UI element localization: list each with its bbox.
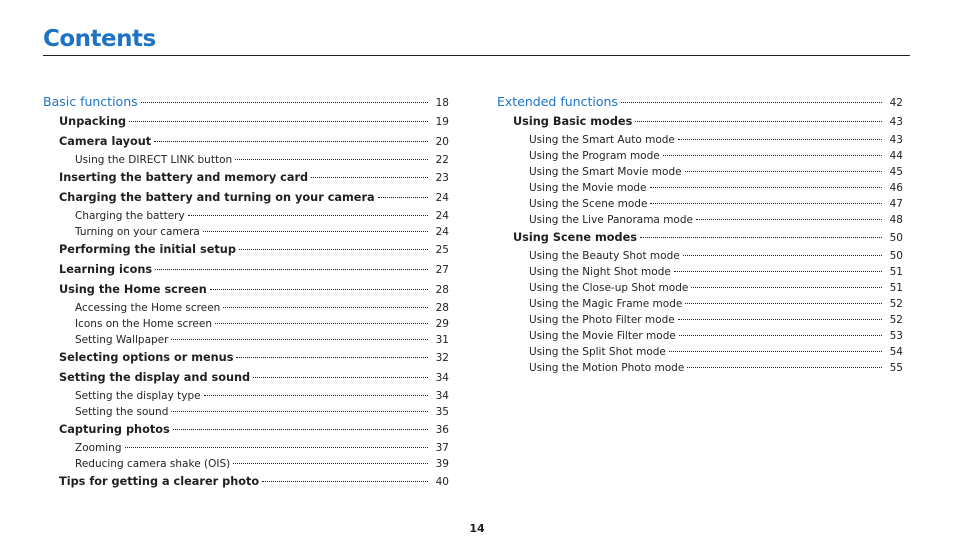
toc-leader-dots (311, 177, 428, 178)
page-number: 14 (469, 522, 485, 535)
toc-entry-page: 28 (435, 302, 449, 314)
toc-entry-sub[interactable] (43, 224, 449, 240)
toc-entry-page: 24 (435, 226, 449, 238)
toc-entry-page: 24 (435, 210, 449, 222)
toc-entry-sub[interactable] (43, 456, 449, 472)
toc-entry-label: Using the Movie mode (529, 182, 647, 194)
toc-entry-page: 35 (435, 406, 449, 418)
toc-entry-heading[interactable] (43, 260, 449, 280)
toc-leader-dots (635, 121, 882, 122)
toc-entry-sub[interactable] (43, 300, 449, 316)
toc-right-column (497, 92, 903, 376)
page-title: Contents (43, 26, 156, 52)
toc-entry-page: 20 (435, 136, 449, 148)
toc-leader-dots (173, 429, 428, 430)
toc-entry-page: 18 (435, 97, 449, 109)
toc-entry-page: 52 (889, 298, 903, 310)
toc-entry-label: Accessing the Home screen (75, 302, 221, 314)
toc-leader-dots (696, 219, 882, 220)
toc-entry-heading[interactable] (43, 472, 449, 492)
toc-entry-label: Using the Beauty Shot mode (529, 250, 680, 262)
toc-leader-dots (262, 481, 428, 482)
toc-entry-page: 39 (435, 458, 449, 470)
toc-entry-label: Using the Motion Photo mode (529, 362, 685, 374)
toc-entry-sub[interactable] (497, 344, 903, 360)
toc-entry-page: 19 (435, 116, 449, 128)
toc-entry-page: 23 (435, 172, 449, 184)
toc-entry-label: Using the Program mode (529, 150, 660, 162)
toc-leader-dots (188, 215, 428, 216)
toc-entry-page: 25 (435, 244, 449, 256)
toc-leader-dots (171, 339, 428, 340)
toc-entry-sub[interactable] (497, 360, 903, 376)
toc-entry-label: Setting the sound (75, 406, 169, 418)
toc-entry-label: Using the Night Shot mode (529, 266, 671, 278)
toc-entry-page: 24 (435, 192, 449, 204)
toc-entry-label: Using the DIRECT LINK button (75, 154, 233, 166)
toc-leader-dots (171, 411, 428, 412)
toc-leader-dots (678, 319, 882, 320)
toc-entry-sub[interactable] (497, 264, 903, 280)
toc-entry-page: 34 (435, 372, 449, 384)
toc-entry-label: Zooming (75, 442, 122, 454)
toc-entry-page: 44 (889, 150, 903, 162)
toc-entry-page: 50 (889, 232, 903, 244)
toc-entry-heading[interactable] (43, 368, 449, 388)
toc-entry-label: Setting the display and sound (59, 371, 251, 384)
toc-entry-page: 22 (435, 154, 449, 166)
toc-entry-heading[interactable] (43, 112, 449, 132)
toc-entry-section[interactable] (497, 92, 903, 112)
toc-entry-sub[interactable] (497, 328, 903, 344)
toc-entry-page: 46 (889, 182, 903, 194)
toc-entry-sub[interactable] (497, 248, 903, 264)
toc-entry-label: Setting the display type (75, 390, 201, 402)
toc-entry-label: Turning on your camera (75, 226, 200, 238)
toc-entry-page: 40 (435, 476, 449, 488)
toc-entry-label: Basic functions (43, 94, 138, 109)
toc-leader-dots (129, 121, 428, 122)
toc-leader-dots (223, 307, 428, 308)
toc-leader-dots (155, 269, 428, 270)
toc-leader-dots (154, 141, 428, 142)
toc-entry-page: 42 (889, 97, 903, 109)
toc-leader-dots (685, 171, 882, 172)
toc-leader-dots (125, 447, 428, 448)
toc-entry-page: 50 (889, 250, 903, 262)
toc-entry-label: Performing the initial setup (59, 243, 236, 256)
toc-entry-heading[interactable] (43, 132, 449, 152)
toc-entry-label: Using the Live Panorama mode (529, 214, 693, 226)
toc-entry-page: 34 (435, 390, 449, 402)
toc-leader-dots (215, 323, 428, 324)
toc-entry-page: 28 (435, 284, 449, 296)
toc-entry-label: Capturing photos (59, 423, 170, 436)
toc-entry-page: 29 (435, 318, 449, 330)
toc-entry-sub[interactable] (497, 212, 903, 228)
toc-entry-label: Camera layout (59, 135, 152, 148)
toc-leader-dots (233, 463, 428, 464)
toc-entry-sub[interactable] (497, 148, 903, 164)
toc-entry-sub[interactable] (497, 132, 903, 148)
toc-entry-heading[interactable] (43, 240, 449, 260)
toc-entry-label: Using the Movie Filter mode (529, 330, 676, 342)
toc-entry-sub[interactable] (43, 404, 449, 420)
toc-entry-sub[interactable] (43, 316, 449, 332)
toc-entry-label: Reducing camera shake (OIS) (75, 458, 231, 470)
toc-entry-sub[interactable] (497, 196, 903, 212)
toc-entry-label: Using Basic modes (513, 115, 633, 128)
toc-entry-page: 36 (435, 424, 449, 436)
toc-entry-heading[interactable] (497, 228, 903, 248)
toc-entry-heading[interactable] (43, 188, 449, 208)
toc-entry-heading[interactable] (43, 168, 449, 188)
toc-leader-dots (203, 231, 428, 232)
toc-entry-page: 37 (435, 442, 449, 454)
toc-entry-page: 45 (889, 166, 903, 178)
toc-entry-label: Charging the battery (75, 210, 185, 222)
toc-entry-label: Setting Wallpaper (75, 334, 169, 346)
toc-entry-page: 48 (889, 214, 903, 226)
toc-entry-page: 51 (889, 282, 903, 294)
toc-entry-label: Extended functions (497, 94, 618, 109)
toc-leader-dots (253, 377, 428, 378)
toc-entry-label: Inserting the battery and memory card (59, 171, 309, 184)
toc-entry-label: Using the Split Shot mode (529, 346, 666, 358)
toc-entry-heading[interactable] (497, 112, 903, 132)
toc-leader-dots (378, 197, 428, 198)
toc-entry-page: 52 (889, 314, 903, 326)
toc-leader-dots (691, 287, 882, 288)
toc-entry-sub[interactable] (497, 312, 903, 328)
toc-entry-heading[interactable] (43, 280, 449, 300)
toc-leader-dots (210, 289, 428, 290)
title-rule (43, 55, 910, 56)
toc-entry-label: Learning icons (59, 263, 153, 276)
toc-entry-heading[interactable] (43, 420, 449, 440)
toc-leader-dots (650, 203, 882, 204)
toc-entry-label: Tips for getting a clearer photo (59, 475, 260, 488)
toc-leader-dots (141, 102, 428, 103)
toc-entry-sub[interactable] (43, 208, 449, 224)
toc-leader-dots (674, 271, 882, 272)
toc-entry-label: Using Scene modes (513, 231, 637, 244)
toc-leader-dots (683, 255, 882, 256)
toc-left-column (43, 92, 449, 492)
toc-entry-page: 43 (889, 134, 903, 146)
toc-entry-sub[interactable] (497, 180, 903, 196)
toc-entry-label: Using the Close-up Shot mode (529, 282, 689, 294)
toc-entry-sub[interactable] (43, 388, 449, 404)
toc-entry-sub[interactable] (43, 152, 449, 168)
toc-entry-page: 53 (889, 330, 903, 342)
toc-entry-sub[interactable] (497, 296, 903, 312)
toc-entry-label: Using the Scene mode (529, 198, 648, 210)
toc-entry-label: Using the Home screen (59, 283, 207, 296)
toc-leader-dots (621, 102, 882, 103)
toc-entry-label: Using the Smart Movie mode (529, 166, 682, 178)
toc-leader-dots (687, 367, 882, 368)
toc-leader-dots (663, 155, 882, 156)
toc-entry-page: 31 (435, 334, 449, 346)
toc-entry-label: Using the Magic Frame mode (529, 298, 683, 310)
toc-leader-dots (235, 159, 428, 160)
toc-entry-label: Charging the battery and turning on your camera (59, 191, 375, 204)
toc-entry-page: 43 (889, 116, 903, 128)
toc-entry-page: 47 (889, 198, 903, 210)
toc-entry-sub[interactable] (43, 440, 449, 456)
toc-entry-label: Icons on the Home screen (75, 318, 212, 330)
toc-leader-dots (239, 249, 428, 250)
toc-entry-page: 54 (889, 346, 903, 358)
toc-leader-dots (669, 351, 882, 352)
toc-leader-dots (678, 139, 882, 140)
toc-entry-page: 27 (435, 264, 449, 276)
toc-leader-dots (640, 237, 882, 238)
toc-entry-label: Using the Photo Filter mode (529, 314, 675, 326)
toc-leader-dots (236, 357, 428, 358)
toc-entry-page: 32 (435, 352, 449, 364)
toc-entry-sub[interactable] (43, 332, 449, 348)
toc-entry-heading[interactable] (43, 348, 449, 368)
toc-leader-dots (204, 395, 428, 396)
toc-entry-label: Selecting options or menus (59, 351, 234, 364)
toc-leader-dots (685, 303, 882, 304)
toc-entry-section[interactable] (43, 92, 449, 112)
toc-entry-sub[interactable] (497, 280, 903, 296)
toc-entry-label: Using the Smart Auto mode (529, 134, 675, 146)
toc-entry-sub[interactable] (497, 164, 903, 180)
toc-entry-label: Unpacking (59, 115, 127, 128)
toc-entry-page: 51 (889, 266, 903, 278)
toc-leader-dots (679, 335, 882, 336)
toc-leader-dots (650, 187, 883, 188)
toc-entry-page: 55 (889, 362, 903, 374)
